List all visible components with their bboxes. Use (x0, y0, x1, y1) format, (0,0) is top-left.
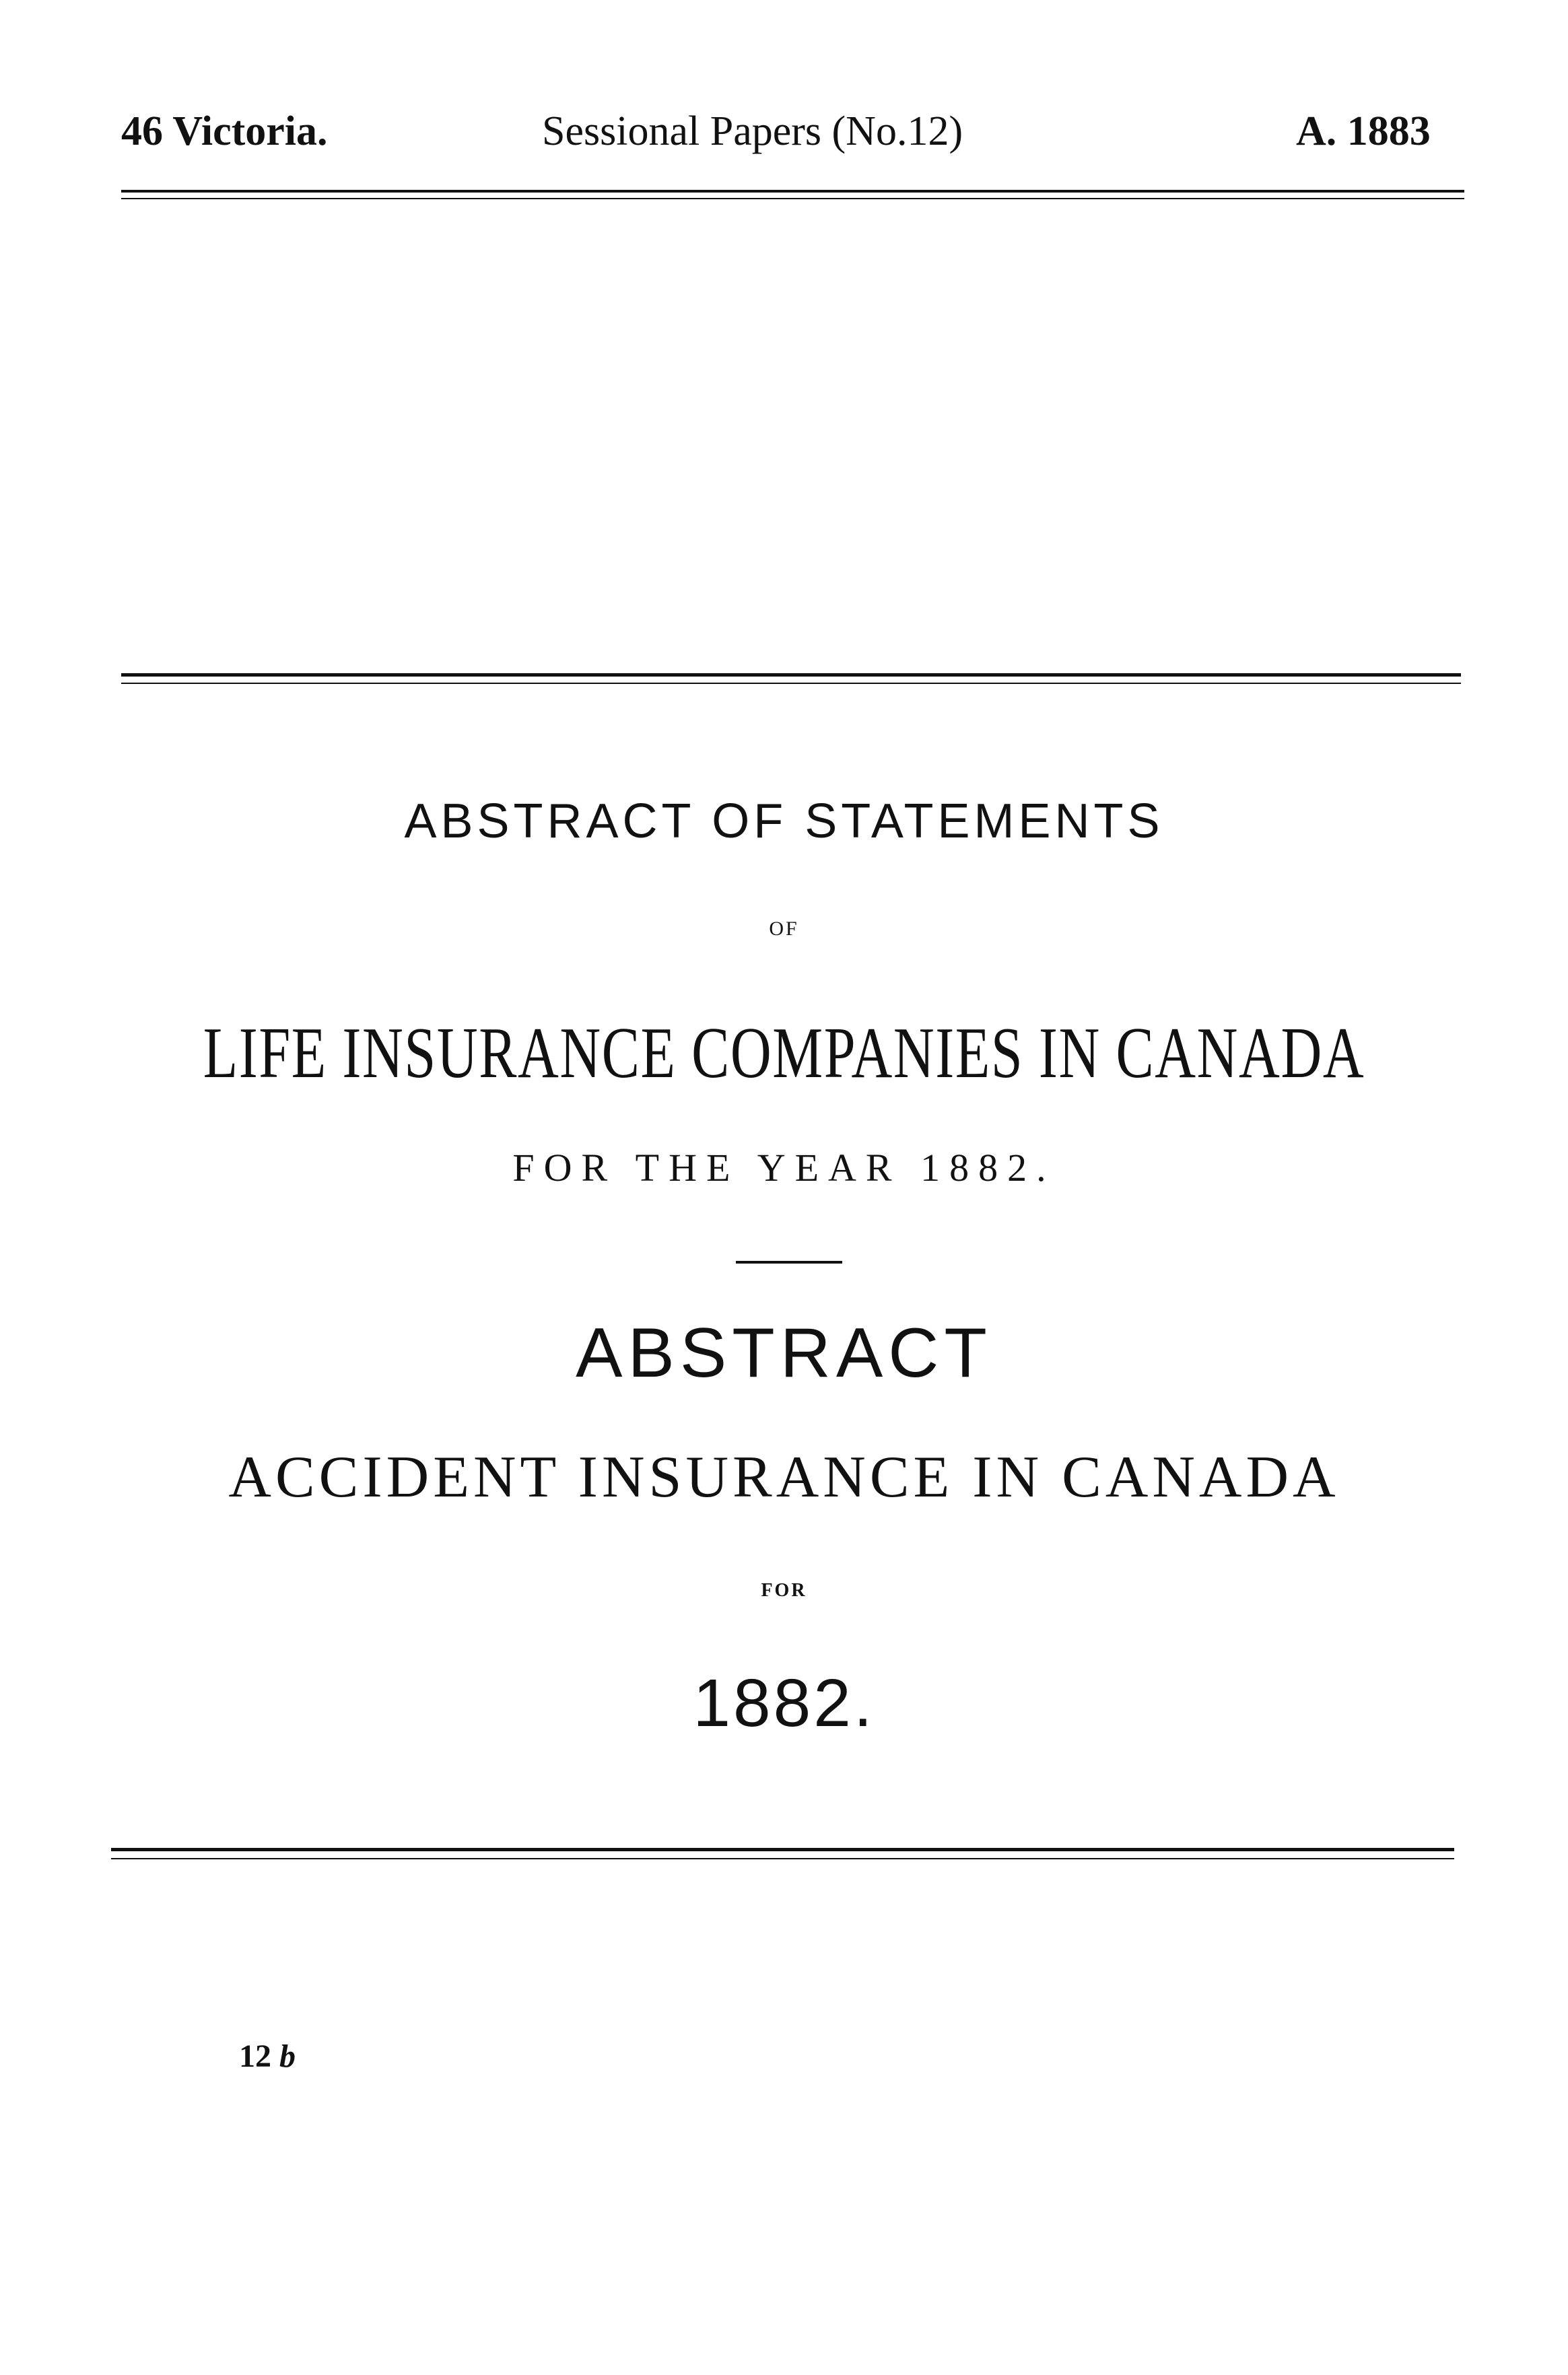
bottom-rule-top (111, 1848, 1454, 1851)
header-rule-top (121, 190, 1464, 193)
title-abstract-of-statements: ABSTRACT OF STATEMENTS (404, 794, 1164, 848)
subtitle-for: FOR (761, 1580, 807, 1601)
separator-rule (736, 1261, 842, 1264)
footer-signature-letter: b (279, 2038, 296, 2074)
title-rule-bottom (121, 683, 1461, 684)
footer-signature-number: 12 (239, 2038, 271, 2074)
title-for-the-year: FOR THE YEAR 1882. (512, 1146, 1056, 1190)
header-rule-bottom (121, 198, 1464, 199)
header-volume: 46 Victoria. (121, 108, 328, 154)
subtitle-year: 1882. (693, 1665, 875, 1741)
header-year: A. 1883 (1296, 108, 1431, 154)
subtitle-accident-insurance: ACCIDENT INSURANCE IN CANADA (228, 1445, 1340, 1510)
title-of: OF (769, 918, 799, 940)
bottom-rule-bottom (111, 1858, 1454, 1859)
title-rule-top (121, 673, 1461, 677)
footer-signature-mark (239, 2036, 296, 2077)
header-sessional-papers: Sessional Papers (No.12) (542, 108, 963, 154)
title-life-insurance-companies: LIFE INSURANCE COMPANIES IN CANADA (203, 1013, 1365, 1093)
subtitle-abstract: ABSTRACT (576, 1314, 992, 1392)
